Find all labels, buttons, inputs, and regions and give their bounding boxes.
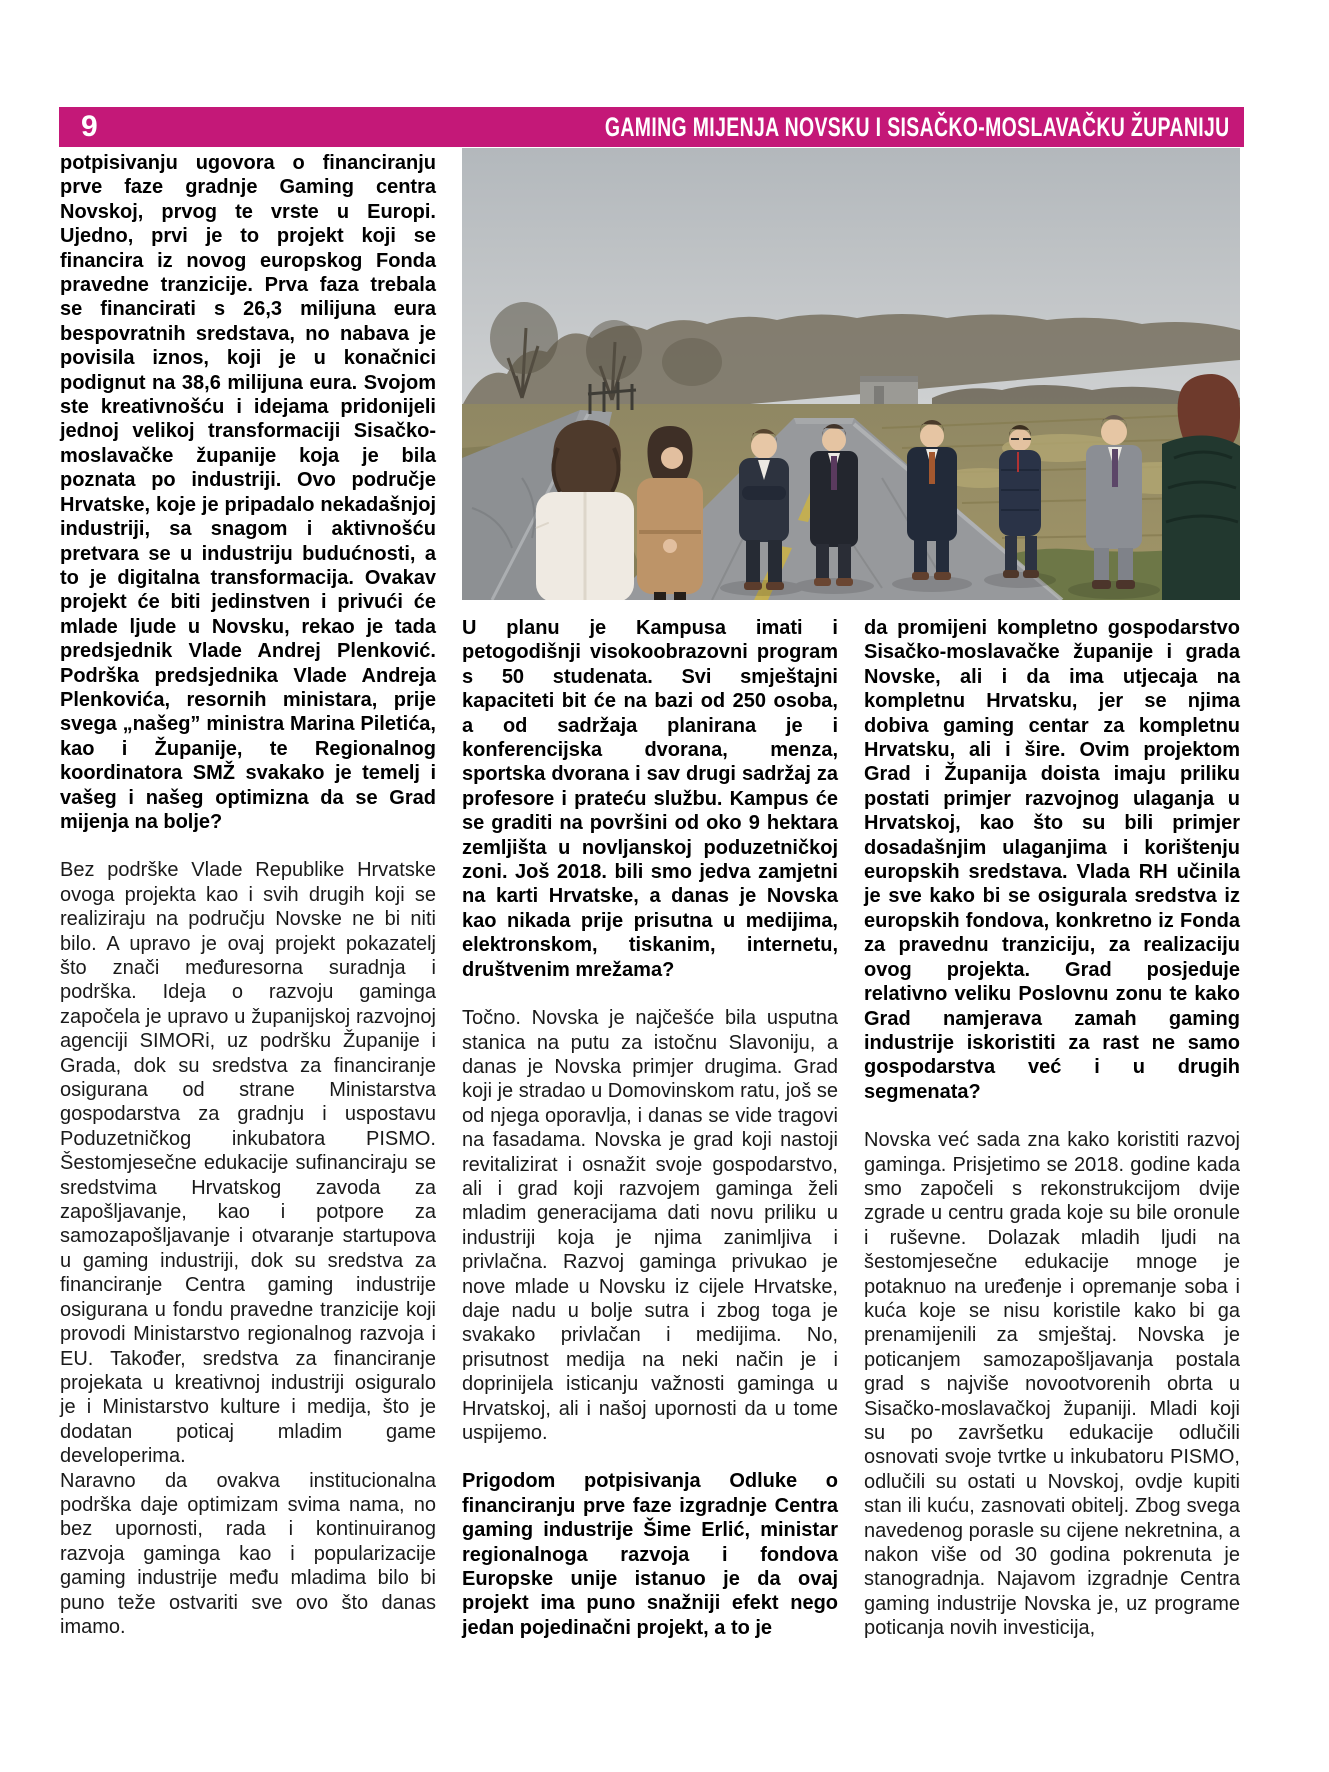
- paragraph-quote-intro: potpisivanju ugovora o financiranju prve faze gradnje Gaming centra Novskoj, prvog te vrste u Europi. Ujedno, prvi je to projekt koji se financira iz novog europskog Fonda pravedne tranzicije. Prva faza trebala se financirati s 26,3 milijuna eura bespovratnih sredstava, no nabava je povisila iznos, koji je u konačnici podignut na 38,6 milijuna eura. Svojom ste kreativnošću i idejama pridonijeli jednoj velikoj transformaciji Sisačko-moslavačke županije koja je bila poznata po industriji. Ovo područje Hrvatske, koje je pripadalo nekadašnjoj industriji, sa snagom i aktivnošću pretvara se u industriju budućnosti, a to je digitalna transformacija. Ovakav projekt će biti jedinstven i privući će mlade ljude u Novsku, rekao je tada predsjednik Vlade Andrej Plenković. Podrška predsjednika Vlade Andreja Plenkovića, resornih ministara, prije svega „našeg” ministra Marina Piletića, kao i Županije, te Regionalnog koordinatora SMŽ svakako je temelj i vašeg i našeg optimizna da se Grad mijenja na bolje?: [60, 152, 436, 833]
- horizon-structure: [860, 376, 918, 406]
- column-2: [462, 616, 838, 1664]
- header-banner: [59, 107, 1244, 147]
- paragraph-answer: Bez podrške Vlade Republike Hrvatske ovoga projekta kao i svih drugih koji se realiziraju na području Novske ne bi niti bilo. A upravo je ovaj projekt pokazatelj što znači međuresorna suradnja i podrška. Ideja o razvoju gaminga započela je upravo u županijskoj razvojnoj agenciji SIMORi, uz podršku Županije i Grada, dok su sredstva za financiranje osigurana od strane Ministarstva gospodarstva za gradnju i uspostavu Poduzetničkog inkubatora PISMO. Šestomjesečne edukacije sufinanciraju se sredstvima Hrvatskog zavoda za zapošljavanje, kao i potpore za samozapošljavanje i otvaranje startupova u gaming industriji, dok su sredstva za financiranje Centra gaming industrije osigurana u fondu pravedne tranzicije koji provodi Ministarstvo regionalnog razvoja i EU. Također, sredstva za financiranje projekata u kreativnoj industriji osiguralo je i Ministarstvo kulture i medija, što je dodatan poticaj mladim game developerima.: [60, 859, 436, 1468]
- paragraph-answer-continued: Naravno da ovakva institucionalna podrška daje optimizam svima nama, no bez upornosti, rada i kontinuiranog razvoja gaminga kao i popularizacije gaming industrije među mladima bilo bi puno teže ostvariti sve ovo što danas imamo.: [60, 1469, 436, 1638]
- page-number: 9: [81, 110, 98, 143]
- paragraph-answer: Novska već sada zna kako koristiti razvoj gaminga. Prisjetimo se 2018. godine kada smo započeli s rekonstrukcijom dvije zgrade u centru grada koje su bile oronule i ruševne. Dolazak mladih ljudi na šestomjesečne edukacije mnoge je potaknuo na uređenje i opremanje soba i kuća koje se nisu koristile kako bi ga prenamijenili za smještaj. Novska je poticanjem samozapošljavanja postala grad s najviše novootvorenih obrta u Sisačko-moslavačkoj županiji. Mladi koji su po završetku edukacije odlučili osnovati svoje tvrtke u inkubatoru PISMO, odlučili su ostati u Novskoj, ovdje kupiti stan ili kuću, zasnovati obitelj. Zbog svega navedenog porasle su cijene nekretnina, a nakon više od 30 godina pokrenuta je stanogradnja. Najavom izgradnje Centra gaming industrije Novska je, uz programe poticanja novih investicija,: [864, 1129, 1240, 1640]
- paragraph-question: Prigodom potpisivanja Odluke o financiranju prve faze izgradnje Centra gaming industrije Šime Erlić, ministar regionalnoga razvoja i fondova Europske unije istanuo je da ovaj projekt ima puno snažniji efekt nego jedan pojedinačni projekt, a to je: [462, 1470, 838, 1639]
- header-title: GAMING MIJENJA NOVSKU I SISAČKO-MOSLAVAČKU ŽUPANIJU: [605, 111, 1230, 142]
- paragraph-answer: Točno. Novska je najčešće bila usputna stanica na putu za istočnu Slavoniju, a danas je Novska primjer drugima. Grad koji je stradao u Domovinskom ratu, još se od njega oporavlja, i danas se vide tragovi na fasadama. Novska je grad koji nastoji revitalizirat i osnažit svoje gospodarstvo, ali i grad koji razvojem gaminga želi mladim generacijama dati novu priliku u industriji koja je njima zanimljiva i privlačna. Razvoj gaminga privukao je nove mlade u Novsku iz cijele Hrvatske, daje nadu u bolje sutra i zbog toga je svakako privlačan i medijima. No, prisutnost medija na neki način je i doprinijela isticanju važnosti gaminga u Hrvatskoj, ali i našoj upornosti da u tome uspijemo.: [462, 1007, 838, 1444]
- column-1: [60, 151, 436, 1663]
- paragraph-question-continued: da promijeni kompletno gospodarstvo Sisačko-moslavačke županije i grada Novske, ali i da ima utjecaja na kompletnu Hrvatsku, jer se njima dobiva gaming centar za kompletnu Hrvatsku, ali i šire. Ovim projektom Grad i Županija doista imaju priliku postati primjer razvojnog ulaganja u Hrvatskoj, kao što su bili primjer dosadašnjim ulaganjima i korištenju europskih sredstava. Vlada RH učinila je sve kako bi se osigurala sredstva iz europskih fondova, konkretno iz Fonda za pravednu tranziciju, za realizaciju ovog projekta. Grad posjeduje relativno veliku Poslovnu zonu te kako Grad namjerava zamah gaming industrije iskoristiti za rast ne samo gospodarstva već i u drugih segmenata?: [864, 617, 1240, 1103]
- photo-illustration: [462, 148, 1240, 600]
- group-photo: [462, 148, 1240, 600]
- paragraph-question: U planu je Kampusa imati i petogodišnji visokoobrazovni program s 50 studenata. Svi smještajni kapaciteti bit će na bazi od 250 osoba, a od sadržaja planirana je i konferencijska dvorana, menza, sportska dvorana i sav drugi sadržaj za profesore i prateću službu. Kampus će se graditi na površini od oko 9 hektara zemljišta u novljanskoj poduzetničkoj zoni. Još 2018. bili smo jedva zamjetni na karti Hrvatske, a danas je Novska kao nikada prije prisutna u medijima, elektronskom, tiskanim, internetu, društvenim mrežama?: [462, 617, 838, 981]
- column-3: [864, 616, 1240, 1665]
